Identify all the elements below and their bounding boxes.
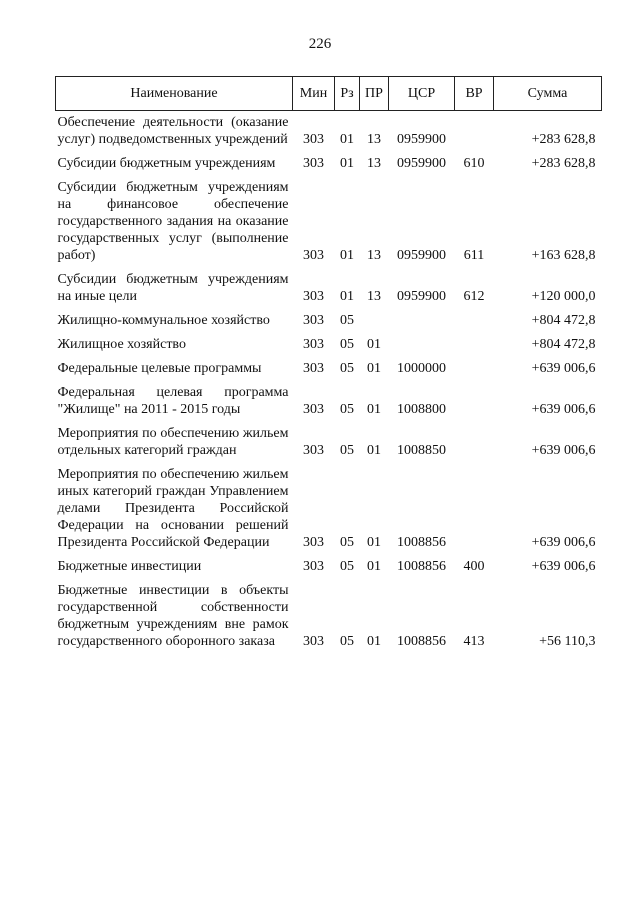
row-sum: +639 006,6 bbox=[531, 361, 596, 376]
row-min: 303 bbox=[303, 248, 324, 263]
row-csr: 1008856 bbox=[397, 535, 446, 550]
row-rz: 05 bbox=[340, 361, 354, 376]
row-sum: +163 628,8 bbox=[531, 248, 596, 263]
table-row bbox=[56, 558, 602, 582]
row-csr: 0959900 bbox=[397, 248, 446, 263]
row-rz: 05 bbox=[340, 443, 354, 458]
row-csr: 0959900 bbox=[397, 289, 446, 304]
row-name: Жилищно-коммунальное хозяйство bbox=[57, 313, 270, 328]
row-vr bbox=[455, 360, 494, 384]
row-csr: 0959900 bbox=[397, 132, 446, 147]
row-name: Жилищное хозяйство bbox=[57, 337, 186, 352]
row-sum: +639 006,6 bbox=[531, 443, 596, 458]
row-pr: 01 bbox=[367, 559, 381, 574]
row-min: 303 bbox=[303, 156, 324, 171]
row-sum: +120 000,0 bbox=[531, 289, 596, 304]
row-vr: 612 bbox=[463, 289, 485, 304]
row-vr: 413 bbox=[463, 634, 485, 649]
page-number: 226 bbox=[308, 36, 332, 52]
row-name: Федеральные целевые программы bbox=[57, 361, 262, 376]
row-pr: 01 bbox=[367, 443, 381, 458]
row-rz: 05 bbox=[340, 337, 354, 352]
row-name: Субсидии бюджетным учреждениям bbox=[57, 156, 276, 171]
row-vr: 610 bbox=[463, 156, 485, 171]
row-rz: 05 bbox=[340, 313, 354, 328]
row-pr bbox=[360, 312, 389, 336]
row-sum: +804 472,8 bbox=[531, 313, 596, 328]
table-row bbox=[56, 312, 602, 336]
row-pr: 01 bbox=[367, 634, 381, 649]
row-csr: 1008856 bbox=[397, 559, 446, 574]
row-min: 303 bbox=[303, 337, 324, 352]
row-vr bbox=[455, 336, 494, 360]
row-min: 303 bbox=[303, 559, 324, 574]
row-sum: +639 006,6 bbox=[531, 535, 596, 550]
row-csr: 1008800 bbox=[397, 402, 446, 417]
header-vr: ВР bbox=[455, 77, 494, 111]
header-pr: ПР bbox=[360, 77, 389, 111]
table-row bbox=[56, 336, 602, 360]
row-rz: 01 bbox=[340, 289, 354, 304]
row-sum: +804 472,8 bbox=[531, 337, 596, 352]
row-vr bbox=[455, 384, 494, 425]
row-csr: 0959900 bbox=[397, 156, 446, 171]
row-pr: 13 bbox=[367, 156, 381, 171]
row-rz: 05 bbox=[340, 634, 354, 649]
row-pr: 13 bbox=[367, 132, 381, 147]
row-name: Субсидии бюджетным учреждениям на иные цели bbox=[57, 272, 289, 304]
row-name: Федеральная целевая программа "Жилище" на 2011 - 2015 годы bbox=[57, 385, 289, 417]
row-pr: 13 bbox=[367, 248, 381, 263]
header-rz: Рз bbox=[335, 77, 360, 111]
table-row bbox=[56, 384, 602, 425]
row-sum: +639 006,6 bbox=[531, 402, 596, 417]
row-csr: 1008856 bbox=[397, 634, 446, 649]
row-min: 303 bbox=[303, 402, 324, 417]
table-row bbox=[56, 425, 602, 466]
row-min: 303 bbox=[303, 313, 324, 328]
row-sum: +639 006,6 bbox=[531, 559, 596, 574]
table-row bbox=[56, 360, 602, 384]
row-rz: 05 bbox=[340, 402, 354, 417]
table-row bbox=[56, 179, 602, 271]
row-csr bbox=[389, 312, 455, 336]
row-csr: 1008850 bbox=[397, 443, 446, 458]
row-name: Субсидии бюджетным учреждениям на финансовое обеспечение государственного задания на оказание государственных услуг (выполнение работ) bbox=[57, 180, 289, 263]
row-name: Бюджетные инвестиции bbox=[57, 559, 202, 574]
table-row bbox=[56, 582, 602, 657]
row-vr bbox=[455, 425, 494, 466]
row-sum: +283 628,8 bbox=[531, 156, 596, 171]
table-header-row bbox=[56, 77, 602, 111]
row-rz: 01 bbox=[340, 156, 354, 171]
row-min: 303 bbox=[303, 289, 324, 304]
row-rz: 05 bbox=[340, 559, 354, 574]
row-rz: 01 bbox=[340, 248, 354, 263]
row-pr: 01 bbox=[367, 337, 381, 352]
row-csr bbox=[389, 336, 455, 360]
row-name: Мероприятия по обеспечению жильем иных категорий граждан Управлением делами Президента Российской Федерации на основании решений Президента Российской Федерации bbox=[57, 467, 289, 550]
table-row bbox=[56, 155, 602, 179]
row-sum: +56 110,3 bbox=[539, 634, 596, 649]
row-pr: 01 bbox=[367, 361, 381, 376]
header-min: Мин bbox=[293, 77, 335, 111]
row-min: 303 bbox=[303, 634, 324, 649]
row-sum: +283 628,8 bbox=[531, 132, 596, 147]
table-row bbox=[56, 111, 602, 156]
row-vr bbox=[455, 111, 494, 156]
budget-table bbox=[55, 76, 602, 657]
row-min: 303 bbox=[303, 361, 324, 376]
row-vr bbox=[455, 312, 494, 336]
row-rz: 05 bbox=[340, 535, 354, 550]
header-csr: ЦСР bbox=[389, 77, 455, 111]
row-name: Мероприятия по обеспечению жильем отдельных категорий граждан bbox=[57, 426, 289, 458]
row-name: Бюджетные инвестиции в объекты государственной собственности бюджетным учреждениям вне рамок государственного оборонного заказа bbox=[57, 583, 289, 649]
table-row bbox=[56, 271, 602, 312]
table-row bbox=[56, 466, 602, 558]
row-min: 303 bbox=[303, 535, 324, 550]
row-csr: 1000000 bbox=[397, 361, 446, 376]
row-rz: 01 bbox=[340, 132, 354, 147]
row-pr: 01 bbox=[367, 402, 381, 417]
row-pr: 13 bbox=[367, 289, 381, 304]
row-vr: 400 bbox=[463, 559, 485, 574]
header-name: Наименование bbox=[56, 77, 293, 111]
header-sum: Сумма bbox=[494, 77, 602, 111]
row-min: 303 bbox=[303, 443, 324, 458]
row-pr: 01 bbox=[367, 535, 381, 550]
row-vr: 611 bbox=[463, 248, 485, 263]
row-name: Обеспечение деятельности (оказание услуг) подведомственных учреждений bbox=[57, 115, 289, 147]
row-vr bbox=[455, 466, 494, 558]
row-min: 303 bbox=[303, 132, 324, 147]
